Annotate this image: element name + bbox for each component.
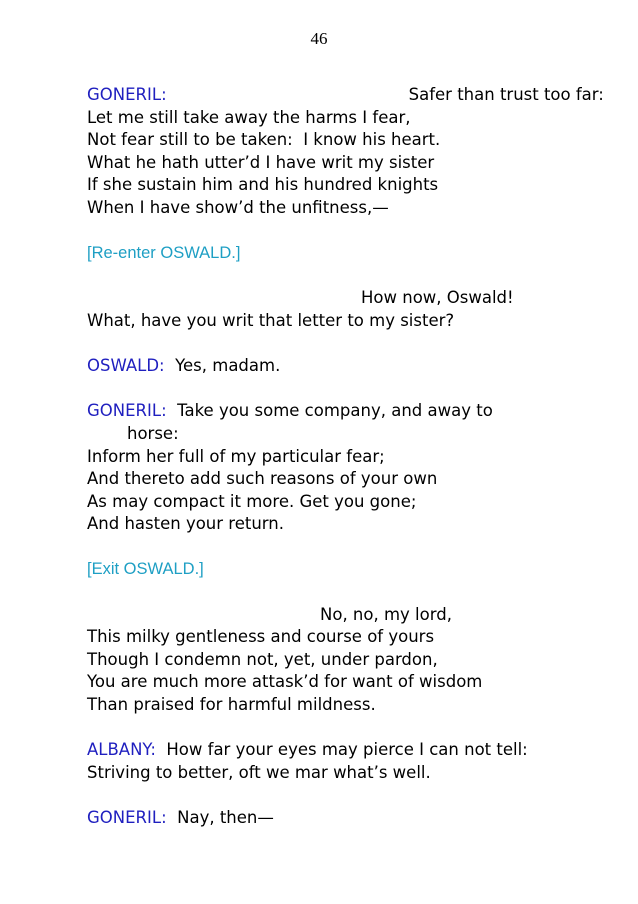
verse-line: Though I condemn not, yet, under pardon, <box>87 649 438 669</box>
speaker-name: OSWALD: <box>87 356 165 376</box>
verse-line: Inform her full of my particular fear; <box>87 446 385 466</box>
verse-line: And thereto add such reasons of your own <box>87 469 438 489</box>
play-text <box>87 84 604 830</box>
verse-line: What, have you writ that letter to my sister? <box>87 310 455 330</box>
verse-line: This milky gentleness and course of yours <box>87 627 435 647</box>
speaker-name: GONERIL: <box>87 808 167 827</box>
verse-line: Striving to better, oft we mar what’s well. <box>87 762 431 782</box>
verse-line: Than praised for harmful mildness. <box>87 695 376 715</box>
speech-line <box>87 739 587 762</box>
speaker-name: GONERIL: <box>87 401 167 421</box>
stage-direction: [Re-enter OSWALD.] <box>87 244 241 263</box>
speech-text: Safer than trust too far: <box>408 85 604 104</box>
verse-line: Not fear still to be taken: I know his heart. <box>87 130 441 150</box>
speech-text: Yes, madam. <box>175 356 281 376</box>
verse-line: No, no, my lord, <box>320 604 452 624</box>
verse-line: You are much more attask’d for want of wisdom <box>87 672 483 692</box>
verse-line: How now, Oswald! <box>361 288 514 308</box>
speech-line <box>87 84 604 107</box>
stage-direction: [Exit OSWALD.] <box>87 560 204 579</box>
verse-line: As may compact it more. Get you gone; <box>87 491 417 511</box>
speech-line <box>87 400 587 423</box>
page-number: 46 <box>310 29 328 48</box>
speech-text: How far your eyes may pierce I can not tell: <box>166 740 528 760</box>
speech-text: Nay, then— <box>177 808 274 827</box>
verse-line: And hasten your return. <box>87 514 284 534</box>
speaker-name: ALBANY: <box>87 740 156 760</box>
speaker-name: GONERIL: <box>87 85 167 104</box>
verse-line: Let me still take away the harms I fear, <box>87 107 411 127</box>
verse-line: When I have show’d the unfitness,— <box>87 197 389 217</box>
verse-line: If she sustain him and his hundred knights <box>87 175 439 195</box>
verse-line: What he hath utter’d I have writ my sister <box>87 152 435 172</box>
speech-text: Take you some company, and away to <box>177 401 493 421</box>
speech-line <box>87 355 587 378</box>
speech-line <box>87 807 587 830</box>
verse-continuation: horse: <box>127 423 179 443</box>
